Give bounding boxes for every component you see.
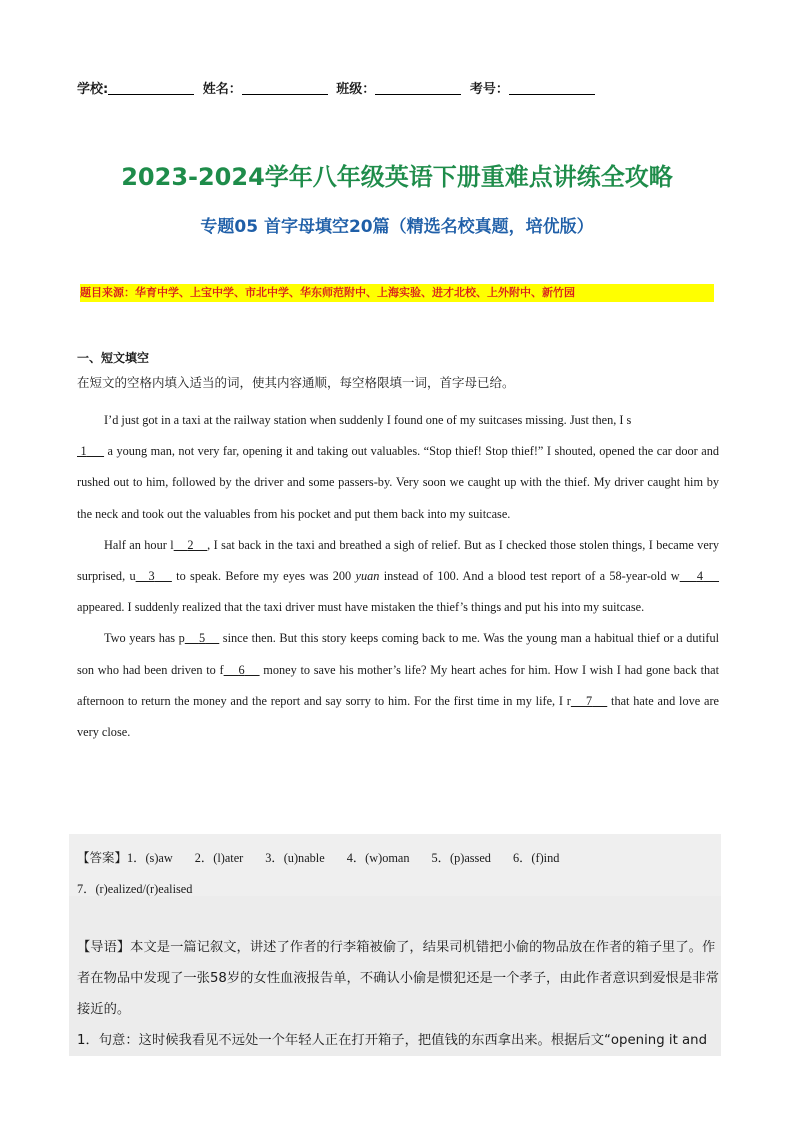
answer-item: 5．(p)assed	[431, 851, 491, 865]
passage	[77, 405, 719, 748]
yuan-italic: yuan	[355, 569, 380, 584]
blank-5: 5	[198, 631, 206, 646]
answer-item: 2．(l)ater	[194, 851, 244, 865]
passage-text: a young man, not very far, opening it and taking out valuables. “Stop thief! Stop thief!” I shouted, opened the car door and rushed out to him, followed by the driver and some passers-by. Very soon we caught up with the thief. My driver caught him by the neck and took out the valuables from his pocket and put them back into my suitcase.	[77, 444, 720, 521]
passage-paragraph-1	[77, 405, 719, 530]
answer-key	[77, 842, 719, 905]
exam-number-blank	[509, 82, 595, 95]
blank-2: 2	[187, 537, 194, 552]
passage-text: appeared. I suddenly realized that the taxi driver must have mistaken the thief’s things and put his into my suitcase.	[77, 600, 645, 615]
passage-paragraph-3	[77, 623, 719, 748]
name-label: 姓名：	[202, 82, 242, 97]
guide-section	[77, 932, 719, 1056]
passage-text: instead of 100. And a blood test report of a 58-year-old w	[379, 569, 680, 584]
student-info-row	[77, 78, 599, 97]
page-subtitle: 专题05 首字母填空20篇（精选名校真题，培优版）	[200, 217, 594, 237]
passage-text: Half an hour l	[104, 537, 174, 552]
answer-label: 【答案】	[77, 850, 128, 865]
explanation-1: 1．句意：这时候我看见不远处一个年轻人正在打开箱子，把值钱的东西拿出来。根据后文“opening it and	[77, 1033, 708, 1048]
blank-3: 3	[148, 569, 155, 584]
answer-item: 1．(s)aw	[127, 851, 173, 865]
school-blank	[108, 82, 194, 95]
blank-1: 1	[80, 444, 87, 459]
exam-number-label: 考号：	[469, 82, 509, 97]
school-label: 学校:	[77, 82, 109, 97]
passage-text: since then. But this story keeps coming back to me. Was the young man a habitual thief or a dutiful son who had been driven to f	[77, 631, 720, 677]
answer-item: 3．(u)nable	[265, 851, 325, 865]
page-title: 2023-2024学年八年级英语下册重难点讲练全攻略	[121, 163, 673, 191]
source-banner: 题目来源：华育中学、上宝中学、市北中学、华东师范附中、上海实验、进才北校、上外附中、新竹园	[80, 284, 714, 302]
answer-item: 6．(f)ind	[512, 851, 560, 865]
class-label: 班级：	[336, 82, 376, 97]
passage-text: Two years has p	[104, 631, 185, 646]
blank-7: 7	[585, 693, 593, 708]
section-heading: 一、短文填空	[77, 351, 150, 365]
passage-paragraph-2	[77, 530, 719, 624]
answer-item: 7．(r)ealized/(r)ealised	[77, 882, 193, 896]
blank-6: 6	[238, 662, 245, 677]
passage-text: I’d just got in a taxi at the railway station when suddenly I found one of my suitcases missing. Just then, I s	[104, 413, 632, 427]
answer-item: 4．(w)oman	[346, 851, 410, 865]
guide-intro: 【导语】本文是一篇记叙文，讲述了作者的行李箱被偷了，结果司机错把小偷的物品放在作者的箱子里了。作者在物品中发现了一张58岁的女性血液报告单，不确认小偷是惯犯还是一个孝子，由此作者意识到爱恨是非常接近的。	[77, 940, 719, 1017]
blank-4: 4	[696, 569, 704, 584]
passage-text: that hate and love are very close.	[77, 693, 719, 740]
passage-text: , I sat back in the taxi and breathed a sigh of relief. But as I checked those stolen things, I became very surprised, u	[77, 537, 720, 584]
section-instruction: 在短文的空格内填入适当的词，使其内容通顺，每空格限填一词，首字母已给。	[77, 375, 515, 390]
name-blank	[242, 82, 328, 95]
passage-text: to speak. Before my eyes was 200	[171, 569, 356, 584]
class-blank	[375, 82, 461, 95]
passage-text: money to save his mother’s life? My heart aches for him. How I wish I had gone back that afternoon to return the money and the report and say sorry to him. For the first time in my life, I r	[77, 662, 720, 708]
